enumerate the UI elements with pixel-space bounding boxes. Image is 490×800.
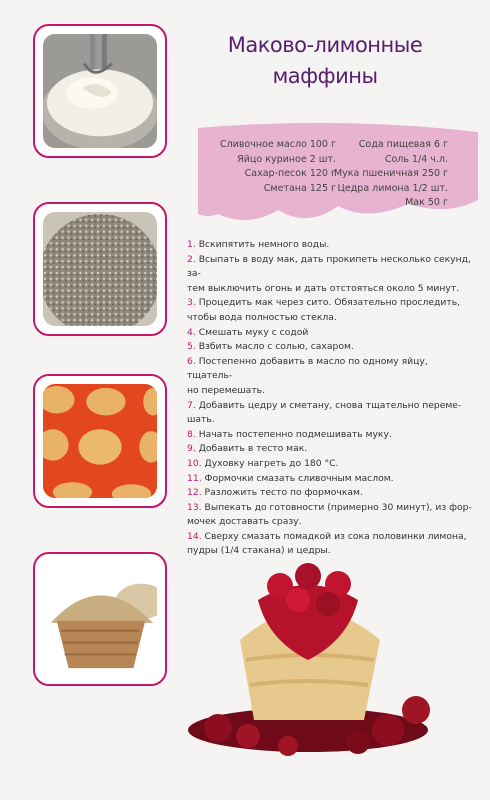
title-line-1: Маково-лимонные <box>227 33 423 57</box>
step-line: мочек доставать сразу. <box>187 516 302 528</box>
muffin-with-cherries-image <box>188 560 448 760</box>
step-line: 12. Разложить тесто по формочкам. <box>187 487 363 499</box>
step-line: шать. <box>187 414 215 426</box>
step-line: 13. Выпекать до готовности (примерно 30 минут), из фор- <box>187 501 472 513</box>
photo-poppy-seeds <box>33 202 167 336</box>
ingredient-item: Сода пищевая 6 г <box>358 139 448 150</box>
ingredient-item: Мак 50 г <box>405 197 448 208</box>
step-line: 4. Смешать муку с содой <box>187 326 309 338</box>
step-line: 1. Вскипятить немного воды. <box>187 239 330 250</box>
step-line: 3. Процедить мак через сито. Обязательно проследить, <box>187 297 461 309</box>
ingredients-right <box>330 138 448 211</box>
recipe-steps <box>187 238 472 559</box>
step-line: 6. Постепенно добавить в масло по одному яйцу, тщатель- <box>187 355 428 382</box>
ingredient-item: Сахар-песок 120 г <box>244 168 336 179</box>
title-line-2: маффины <box>272 64 378 88</box>
step-line: 11. Формочки смазать сливочным маслом. <box>187 472 394 484</box>
page-title <box>205 30 445 92</box>
ingredient-item: Цедра лимона 1/2 шт. <box>337 182 448 194</box>
step-line: но перемешать. <box>187 384 265 396</box>
ingredient-item: Сливочное масло 100 г <box>219 139 336 150</box>
step-line: 5. Взбить масло с солью, сахаром. <box>187 341 354 353</box>
photo-whipped-butter <box>33 24 167 158</box>
step-line: пудры (1/4 стакана) и цедры. <box>187 545 331 557</box>
step-line: 9. Добавить в тесто мак. <box>187 443 308 455</box>
photo-baking-mold <box>33 374 167 508</box>
ingredient-item: Мука пшеничная 250 г <box>333 168 448 179</box>
step-line: чтобы вода полностью стекла. <box>187 311 337 323</box>
photo-poppy-muffins <box>33 552 167 686</box>
step-line: 8. Начать постепенно подмешивать муку. <box>187 428 392 440</box>
ingredients-left <box>211 138 336 196</box>
step-line: 7. Добавить цедру и сметану, снова тщательно переме- <box>187 399 462 411</box>
ingredient-item: Сметана 125 г <box>263 182 336 194</box>
step-line: 10. Духовку нагреть до 180 °С. <box>187 457 339 469</box>
ingredient-item: Яйцо куриное 2 шт. <box>237 153 336 165</box>
step-line: 2. Всыпать в воду мак, дать прокипеть несколько секунд, за- <box>187 253 471 280</box>
step-line: 14. Сверху смазать помадкой из сока половинки лимона, <box>187 530 467 542</box>
step-line: тем выключить огонь и дать отстояться около 5 минут. <box>187 282 460 294</box>
ingredient-item: Соль 1/4 ч.л. <box>384 153 448 165</box>
